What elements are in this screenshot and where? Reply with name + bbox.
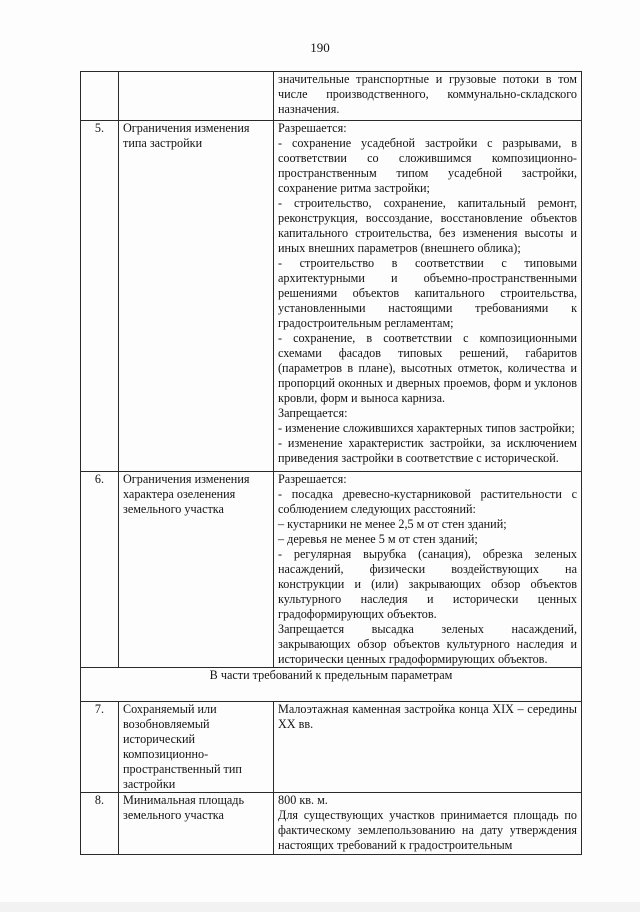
- row-name: Ограничения изменения характера озеленения земельного участка: [119, 472, 274, 668]
- text-line: Запрещается высадка зеленых насаждений, закрывающих обзор объектов культурного наследия и исторически ценных градоформирующих объектов.: [278, 622, 577, 666]
- row-name: Ограничения изменения типа застройки: [119, 121, 274, 472]
- row-text-cell: [274, 702, 582, 793]
- row-text-cell: [274, 472, 582, 668]
- row-name: Минимальная площадь земельного участка: [119, 793, 274, 855]
- row-number: 6.: [81, 472, 119, 668]
- row-number: 8.: [81, 793, 119, 855]
- row-text-cell: [274, 121, 582, 472]
- text-line: – деревья не менее 5 м от стен зданий;: [278, 532, 478, 546]
- text-line: - изменение сложившихся характерных типов застройки;: [278, 421, 575, 435]
- row-text-cell: [274, 793, 582, 855]
- row-name: Сохраняемый или возобновляемый исторический композиционно-пространственный тип застройки: [119, 702, 274, 793]
- row-number: 7.: [81, 702, 119, 793]
- scan-bottom-edge: [0, 902, 640, 912]
- text-line: Разрешается:: [278, 472, 347, 486]
- row-name-cell: [119, 72, 274, 121]
- text-line: - строительство, сохранение, капитальный ремонт, реконструкция, воссоздание, восстановление объектов капитального строительства, без изменения высоты и иных внешних параметров (внешнего облика);: [278, 196, 577, 255]
- text-line: - строительство в соответствии с типовыми архитектурными и объемно-пространственными решениями объектов капитального строительства, установленными настоящими требованиями к градостроительным регламентам;: [278, 256, 577, 330]
- row-text-cell: [274, 72, 582, 121]
- table-row-8: [81, 793, 582, 855]
- table-row-5: [81, 121, 582, 472]
- text-line: значительные транспортные и грузовые потоки в том числе производственного, коммунально-складского назначения.: [278, 72, 577, 116]
- text-line: - посадка древесно-кустарниковой растительности с соблюдением следующих расстояний:: [278, 487, 577, 516]
- row-number: 5.: [81, 121, 119, 472]
- text-line: - изменение характеристик застройки, за исключением приведения застройки в соответствие с исторической.: [278, 436, 577, 465]
- text-line: Запрещается:: [278, 406, 348, 420]
- text-line: Разрешается:: [278, 121, 347, 135]
- text-line: Малоэтажная каменная застройка конца XIX – середины XX вв.: [278, 702, 577, 731]
- text-line: - сохранение усадебной застройки с разрывами, в соответствии со сложившимся композиционно-пространственным типом усадебной застройки, сохранение ритма застройки;: [278, 136, 577, 195]
- table-row-continuation: [81, 72, 582, 121]
- text-line: - регулярная вырубка (санация), обрезка зеленых насаждений, физически воздействующих на конструкции и (или) закрывающих обзор объектов культурного наследия и исторически ценных градоформирующих объектов.: [278, 547, 577, 621]
- requirements-table: [80, 71, 582, 855]
- text-line: – кустарники не менее 2,5 м от стен зданий;: [278, 517, 507, 531]
- section-header-row: [81, 668, 582, 702]
- table-row-7: [81, 702, 582, 793]
- text-line: Для существующих участков принимается площадь по фактическому землепользованию на дату утверждения настоящих требований к градостроительным: [278, 808, 577, 852]
- text-line: 800 кв. м.: [278, 793, 328, 807]
- text-line: - сохранение, в соответствии с композиционными схемами фасадов типовых решений, габаритов (параметров в плане), высотных отметок, количества и пропорций оконных и дверных проемов, форм и уклонов кровли, форм и выноса карниза.: [278, 331, 577, 405]
- page-number: 190: [310, 40, 330, 55]
- table-row-6: [81, 472, 582, 668]
- section-header: В части требований к предельным параметрам: [81, 668, 582, 702]
- row-number-cell: [81, 72, 119, 121]
